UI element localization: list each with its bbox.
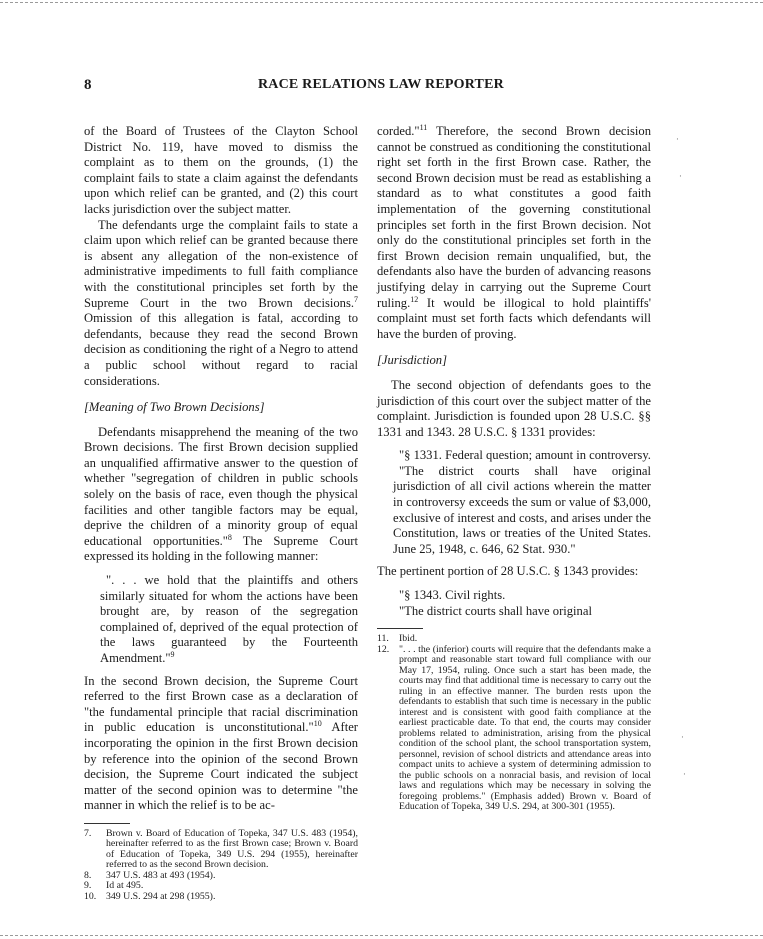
footnote-ref: 9 [170, 649, 175, 659]
footnote-rule [84, 823, 130, 824]
footnote-number: 8. [84, 869, 92, 881]
footnotes [84, 829, 358, 903]
quote-text: "§ 1343. Civil rights. [399, 588, 506, 603]
footnote-number: 10. [84, 890, 97, 902]
footnote-ref: 12 [410, 294, 419, 304]
section-heading: [Jurisdiction] [377, 353, 447, 368]
scan-speck: · [683, 770, 686, 780]
footnote-ref: 11 [419, 122, 428, 132]
footnote-text: 347 U.S. 483 at 493 (1954). [106, 869, 216, 881]
footnote-ref: 8 [227, 532, 232, 542]
paragraph-text: In the second Brown decision, the Supreme Court referred to the first Brown case as a declaration of "the fundamental principle that racial discrimination in public education is unconstitutional." [84, 673, 358, 735]
paragraph: The pertinent portion of 28 U.S.C. § 1343 provides: [377, 564, 639, 579]
quote-text: "The district courts shall have original jurisdiction of all civil actions wherein the matter in controversy exceeds the sum or value of $3,000, exclusive of interest and costs, and arises under the Constitution, laws or treaties of the United States. June 25, 1948, c. 646, 62 Stat. 930." [393, 463, 651, 556]
quote-text [100, 573, 358, 667]
footnote [84, 892, 358, 903]
footnote-text: ". . . the (inferior) courts will require that the defendants make a prompt and reasonable start toward full compliance with our May 17, 1954, ruling. Once such a start has been made, the courts may find that additional time is necessary to carry out the ruling in an effective manner. The burden rests upon the defendants to establish that such time is necessary in the public interest and is consistent with good faith compliance at the earliest practicable date. To that end, the courts may consider problems related to administration, arising from the physical condition of the school plant, the school transportation system, personnel, revision of school districts and attendance areas into compact units to achieve a system of determining admission to the public schools on a nonracial basis, and revision of local laws and regulations which may be necessary in solving the foregoing problems." (Emphasis added) Brown v. Board of Education of Topeka, 349 U.S. 294, at 300-301 (1955). [399, 643, 651, 813]
scan-speck: · [679, 172, 682, 182]
quote-body: ". . . we hold that the plaintiffs and others similarly situated for whom the actions have been brought are, by reason of the segregation complained of, deprived of the equal protection of the laws guaranteed by the Fourteenth Amendment." [100, 573, 358, 665]
page-number: 8 [84, 77, 92, 93]
paragraph: of the Board of Trustees of the Clayton School District No. 119, have moved to dismiss the complaint as to them on the grounds, (1) the complaint fails to state a claim against the defendants upon which relief can be granted, and (2) this court lacks jurisdiction over the subject matter. [84, 124, 358, 216]
quote-text: "§ 1331. Federal question; amount in controversy. [399, 448, 651, 463]
footnote-number: 9. [84, 880, 92, 892]
footnote-number: 7. [84, 827, 92, 839]
footnote-number: 12. [377, 643, 390, 655]
quote-text: "The district courts shall have original [399, 603, 592, 618]
left-column [84, 124, 358, 902]
scan-edge-top [0, 2, 763, 3]
paragraph [377, 124, 651, 342]
paragraph-text: The defendants urge the complaint fails to state a claim upon which relief can be granted because there is absent any allegation of the non-existence of administrative impediments to full faith compliance with the constitutional principles set forth by the Supreme Court in the two Brown decisions. [84, 217, 358, 310]
paragraph-text: It would be illogical to hold plaintiffs' complaint must set forth facts which defendants will have the burden of proving. [377, 295, 651, 341]
footnote-text: 349 U.S. 294 at 298 (1955). [106, 890, 216, 902]
running-head: RACE RELATIONS LAW REPORTER [258, 77, 504, 92]
paragraph-text: The Supreme Court expressed its holding in the following manner: [84, 533, 358, 564]
scan-speck: · [676, 135, 679, 145]
footnote-ref: 10 [313, 719, 322, 729]
paragraph-text: Defendants misapprehend the meaning of the two Brown decisions. The first Brown decision supplied an unqualified affirmative answer to the question of whether "segregation of children in public schools solely on the basis of race, even though the physical facilities and other tangible factors may be equal, deprive the children of a minority group of equal educational opportunities." [84, 424, 358, 548]
scan-edge-bottom [0, 935, 763, 936]
paragraph-text: After incorporating the opinion in the first Brown decision by reference into the opinion of the second Brown decision, the Supreme Court indicated the subject matter of the second opinion was to determine "the manner in which the relief is to be ac- [84, 720, 358, 813]
paragraph-text: Omission of this allegation is fatal, according to defendants, because they read the second Brown decision as conditioning the right of a Negro to attend a public school without regard to racial considerations. [84, 311, 358, 388]
scan-speck: · [681, 733, 684, 743]
right-column [377, 124, 651, 813]
paragraph [84, 674, 358, 814]
footnote-number: 11. [377, 633, 389, 645]
footnote [377, 645, 651, 813]
block-quote [393, 588, 651, 619]
paragraph [84, 425, 358, 565]
footnote-text: Ibid. [399, 633, 418, 645]
footnote-text: Id at 495. [106, 880, 144, 892]
paragraph-text: Therefore, the second Brown decision cannot be construed as conditioning the constitutional right set forth in the first Brown case. Rather, the second Brown decision must be read as establishing a standard as to what constitutes a good faith implementation of the governing constitutional principles set forth in the first Brown decision. Not only do the constitutional principles set forth in the first Brown decision remain unqualified, but, the defendants also have the burden of advancing reasons justifying delay in carrying out the Supreme Court ruling. [377, 124, 651, 310]
section-heading: [Meaning of Two Brown Decisions] [84, 400, 265, 415]
footnote-text: Brown v. Board of Education of Topeka, 347 U.S. 483 (1954), hereinafter referred to as the first Brown case; Brown v. Board of Education of Topeka, 349 U.S. 294 (1955), hereinafter referred to as the second Brown decision. [106, 827, 358, 871]
block-quote [100, 573, 358, 667]
paragraph-text: corded." [377, 124, 420, 138]
paragraph [84, 218, 358, 390]
block-quote [393, 448, 651, 557]
paragraph: The second objection of defendants goes to the jurisdiction of this court over the subject matter of the complaint. Jurisdiction is founded upon 28 U.S.C. §§ 1331 and 1343. 28 U.S.C. § 1331 provides: [377, 377, 651, 439]
footnote [84, 829, 358, 871]
footnote-rule [377, 628, 423, 629]
footnote-ref: 7 [354, 294, 358, 304]
footnotes [377, 634, 651, 813]
